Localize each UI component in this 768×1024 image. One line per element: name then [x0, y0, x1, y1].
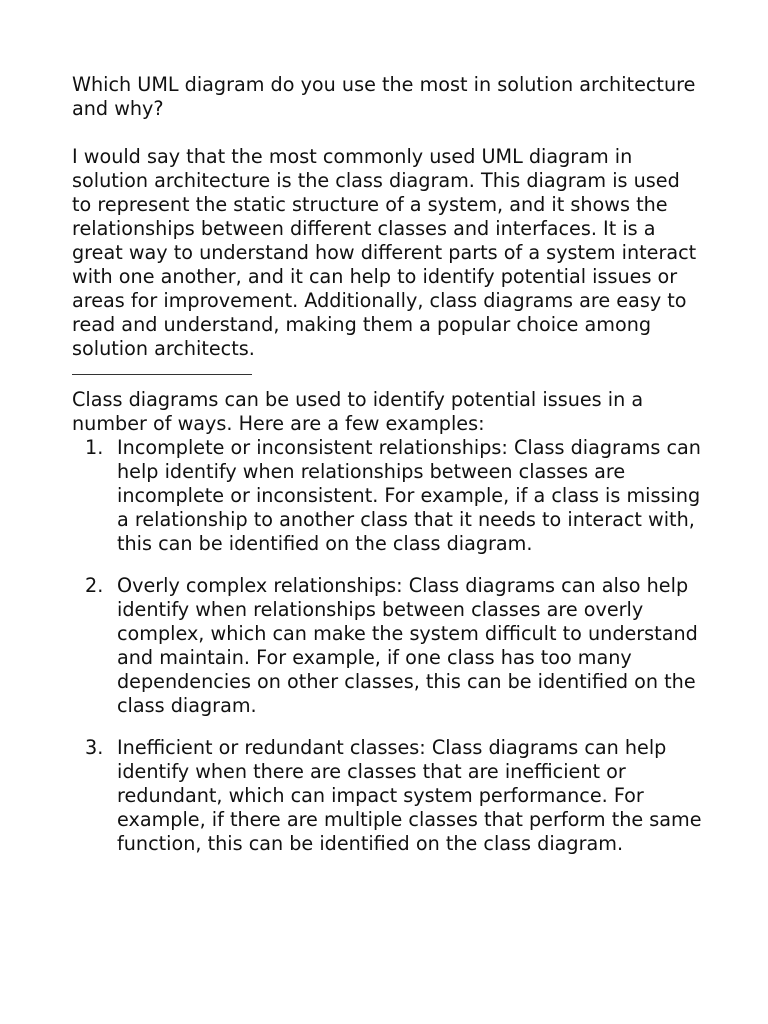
examples-list	[72, 436, 702, 856]
list-item-text: Incomplete or inconsistent relationships: Class diagrams can help identify when relationships between classes are incomplete or inconsistent. For example, if a class is missing a relationship to another class that it needs to interact with, this can be identified on the class diagram.	[117, 436, 701, 555]
answer-paragraph: I would say that the most commonly used UML diagram in solution architecture is the class diagram. This diagram is used to represent the static structure of a system, and it shows the relationships between different classes and interfaces. It is a great way to understand how different parts of a system interact with one another, and it can help to identify potential issues or areas for improvement. Additionally, class diagrams are easy to read and understand, making them a popular choice among solution architects.	[72, 145, 697, 360]
list-item-number: 2.	[85, 574, 104, 597]
list-item	[72, 736, 702, 856]
list-item	[72, 436, 702, 556]
section-divider	[72, 374, 252, 375]
list-item-text: Inefficient or redundant classes: Class diagrams can help identify when there are classes that are inefficient or redundant, which can impact system performance. For example, if there are multiple classes that perform the same function, this can be identified on the class diagram.	[117, 736, 702, 855]
list-item	[72, 574, 702, 718]
list-item-number: 3.	[85, 736, 104, 759]
list-item-text: Overly complex relationships: Class diagrams can also help identify when relationships between classes are overly complex, which can make the system difficult to understand and maintain. For example, if one class has too many dependencies on other classes, this can be identified on the class diagram.	[117, 574, 698, 717]
intro-paragraph: Class diagrams can be used to identify potential issues in a number of ways. Here are a few examples:	[72, 388, 644, 435]
document-page	[72, 73, 702, 856]
list-item-number: 1.	[85, 436, 104, 459]
question-text: Which UML diagram do you use the most in solution architecture and why?	[72, 73, 696, 120]
